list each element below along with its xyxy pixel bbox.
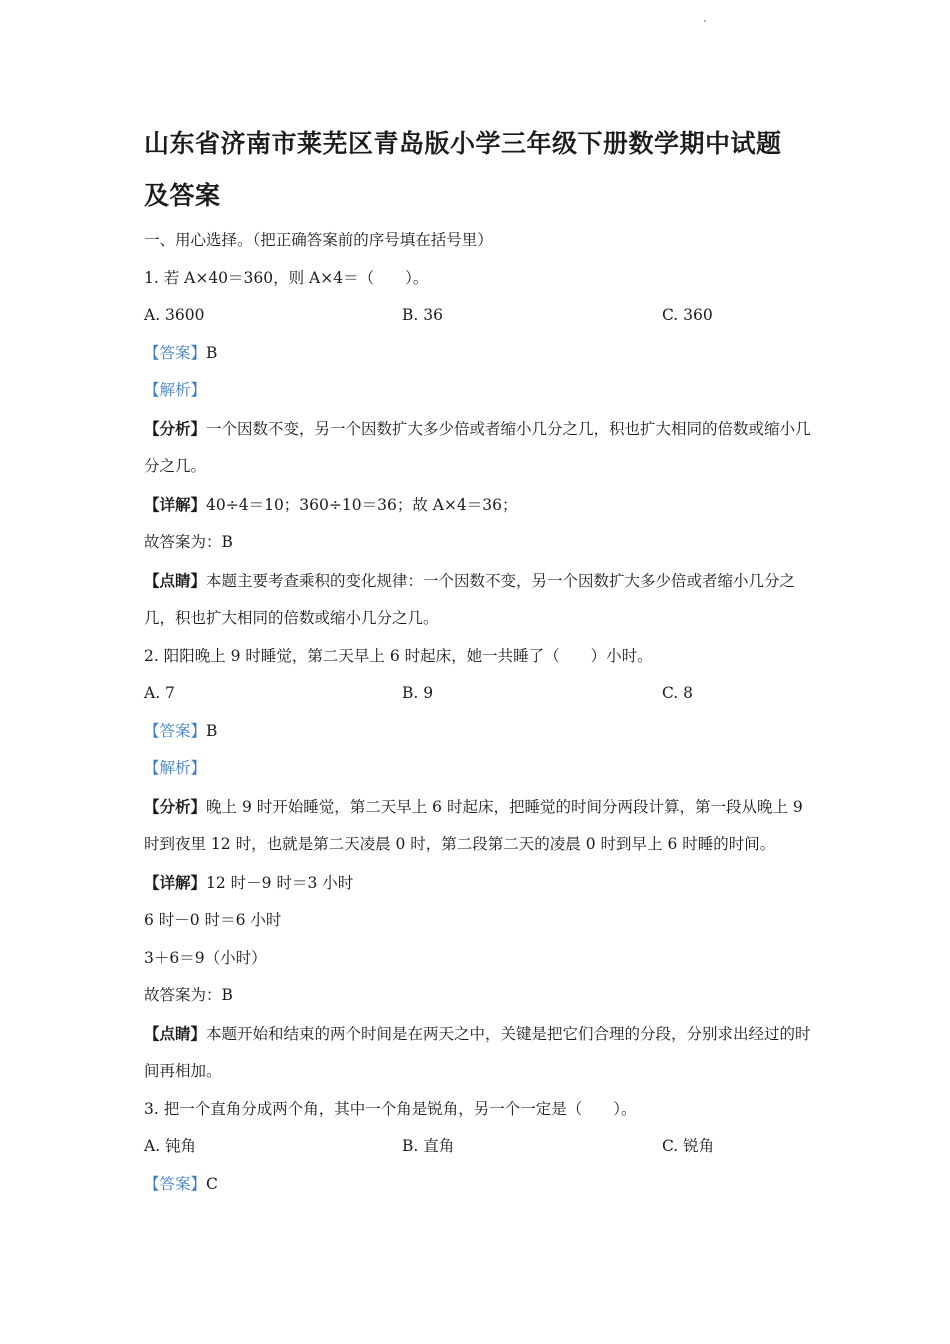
answer-tag: 【答案】: [144, 721, 207, 740]
fenxi-tag: 【分析】: [144, 796, 207, 816]
question-1-conclusion: 故答案为：B: [144, 533, 233, 551]
document-title: [144, 118, 816, 222]
dianjing-tag: 【点睛】: [144, 1023, 207, 1043]
dianjing-tag: 【点睛】: [144, 570, 207, 590]
answer-value: C: [206, 1174, 218, 1193]
question-1-xiangjie: [144, 486, 816, 525]
option-b: B. 36: [402, 306, 443, 324]
xiangjie-tag: 【详解】: [144, 494, 207, 514]
question-2-calc-line: 3＋6＝9（小时）: [144, 948, 267, 967]
title-line-2: 及答案: [144, 181, 221, 210]
xiangjie-text: 12 时－9 时＝3 小时: [206, 873, 354, 892]
question-2-xiangjie: [144, 864, 816, 903]
question-2-conclusion: 故答案为：B: [144, 986, 233, 1004]
option-c: C. 360: [662, 306, 713, 324]
option-b: B. 直角: [402, 1137, 455, 1155]
xiangjie-tag: 【详解】: [144, 872, 207, 892]
question-2-stem: 2. 阳阳晚上 9 时睡觉，第二天早上 6 时起床，她一共睡了（ ）小时。: [144, 646, 653, 665]
question-1-dianjing: [144, 562, 816, 638]
dianjing-text: 本题开始和结束的两个时间是在两天之中，关键是把它们合理的分段，分别求出经过的时间再相加。: [144, 1024, 811, 1080]
question-2-analysis-tag: 【解析】: [144, 759, 207, 777]
option-b: B. 9: [402, 684, 434, 702]
fenxi-text: 一个因数不变，另一个因数扩大多少倍或者缩小几分之几，积也扩大相同的倍数或缩小几分之几。: [144, 419, 811, 475]
question-2-dianjing: [144, 1015, 816, 1091]
question-3-answer: [144, 1166, 816, 1204]
fenxi-tag: 【分析】: [144, 418, 207, 438]
question-1-analysis-tag: 【解析】: [144, 381, 207, 399]
option-a: A. 钝角: [144, 1137, 197, 1155]
question-2-fenxi: [144, 788, 816, 864]
option-c: C. 8: [662, 684, 694, 702]
answer-value: B: [206, 343, 218, 362]
question-2-options: [144, 675, 816, 713]
document-page: [144, 118, 816, 1203]
dianjing-text: 本题主要考查乘积的变化规律：一个因数不变，另一个因数扩大多少倍或者缩小几分之几，积也扩大相同的倍数或缩小几分之几。: [144, 571, 796, 627]
answer-tag: 【答案】: [144, 1174, 207, 1193]
corner-mark: [704, 20, 706, 22]
question-1-options: [144, 297, 816, 335]
question-1-answer: [144, 335, 816, 373]
fenxi-text: 晚上 9 时开始睡觉，第二天早上 6 时起床，把睡觉的时间分两段计算，第一段从晚上 9 时到夜里 12 时，也就是第二天凌晨 0 时，第二段第二天的凌晨 0 时到早上 6 时睡的时间。: [144, 797, 803, 853]
question-2-calc-line: 6 时－0 时＝6 小时: [144, 911, 282, 929]
question-3-options: [144, 1128, 816, 1166]
xiangjie-text: 40÷4＝10；360÷10＝36；故 A×4＝36；: [206, 495, 518, 514]
option-a: A. 7: [144, 684, 175, 702]
question-1-fenxi: [144, 410, 816, 486]
answer-value: B: [206, 721, 218, 740]
question-3-stem: 3. 把一个直角分成两个角，其中一个角是锐角，另一个一定是（ ）。: [144, 1099, 637, 1118]
question-1-stem: 1. 若 A×40＝360，则 A×4＝（ ）。: [144, 268, 429, 287]
answer-tag: 【答案】: [144, 343, 207, 362]
section-heading: 一、用心选择。（把正确答案前的序号填在括号里）: [144, 231, 493, 249]
option-c: C. 锐角: [662, 1137, 715, 1155]
question-2-answer: [144, 713, 816, 751]
option-a: A. 3600: [144, 306, 205, 324]
title-line-1: 山东省济南市莱芜区青岛版小学三年级下册数学期中试题: [144, 129, 782, 158]
